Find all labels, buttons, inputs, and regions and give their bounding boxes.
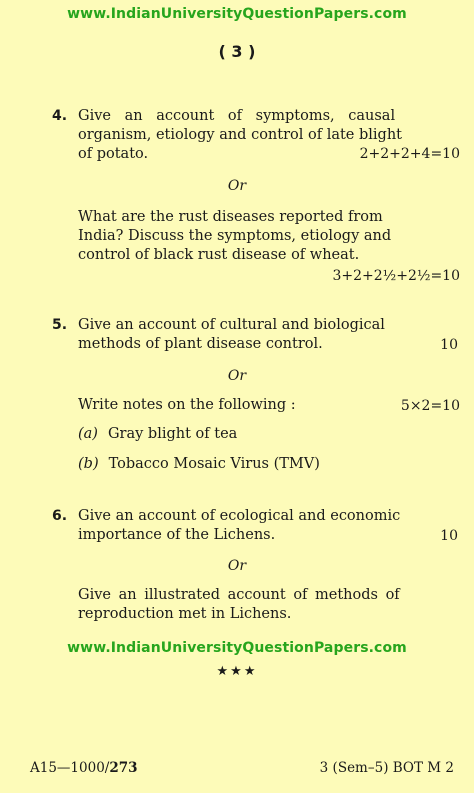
or-separator: Or (227, 368, 247, 384)
text-line: control of black rust disease of wheat. (78, 247, 360, 263)
question-5 (52, 316, 432, 354)
question-5-marks: 10 (440, 337, 458, 353)
or-separator: Or (227, 178, 247, 194)
question-4-alternative (52, 208, 432, 265)
watermark-bottom[interactable]: www.IndianUniversityQuestionPapers.com (67, 640, 407, 656)
text-line: Give an account of ecological and economic (78, 508, 401, 524)
question-text (78, 208, 432, 265)
text-line: India? Discuss the symptoms, etiology and (78, 228, 392, 244)
text-line: Give an account of cultural and biological (78, 317, 385, 333)
question-number: 4. (52, 108, 68, 124)
sub-text: Gray blight of tea (107, 426, 238, 442)
text-line: of potato. (78, 146, 149, 162)
text-line: organism, etiology and control of late blight (78, 127, 403, 143)
question-6 (52, 507, 432, 545)
watermark-top[interactable]: www.IndianUniversityQuestionPapers.com (67, 6, 407, 22)
footer-paper-code: 3 (Sem–5) BOT M 2 (319, 760, 454, 776)
question-text (78, 507, 432, 545)
footer-code (30, 760, 138, 776)
question-6-alternative (52, 586, 432, 624)
question-4-alt-marks: 3+2+2½+2½=10 (332, 268, 460, 284)
question-text (78, 316, 432, 354)
end-stars: ★★★ (216, 664, 258, 679)
text-line: methods of plant disease control. (78, 336, 323, 352)
sub-question-a (78, 426, 237, 442)
text-line: Give an account of symptoms, causal (78, 108, 396, 124)
question-5-alternative (52, 396, 432, 415)
text-line: Write notes on the following : (78, 397, 296, 413)
text-line: importance of the Lichens. (78, 527, 276, 543)
page-number: ( 3 ) (218, 42, 256, 61)
question-text (78, 586, 432, 624)
question-4-marks: 2+2+2+4=10 (359, 146, 460, 162)
or-separator: Or (227, 558, 247, 574)
text-line: Give an illustrated account of methods of (78, 587, 400, 603)
footer-code-number: 273 (109, 760, 138, 776)
question-6-marks: 10 (440, 528, 458, 544)
question-number: 6. (52, 508, 68, 524)
question-5-alt-marks: 5×2=10 (400, 398, 460, 414)
question-number: 5. (52, 317, 68, 333)
text-line: reproduction met in Lichens. (78, 606, 292, 622)
sub-question-b (78, 456, 320, 472)
text-line: What are the rust diseases reported from (78, 209, 383, 225)
sub-text: Tobacco Mosaic Virus (TMV) (108, 456, 320, 472)
sub-label: (b) (78, 456, 99, 472)
sub-label: (a) (78, 426, 98, 442)
footer-code-prefix: A15—1000/ (30, 760, 110, 776)
